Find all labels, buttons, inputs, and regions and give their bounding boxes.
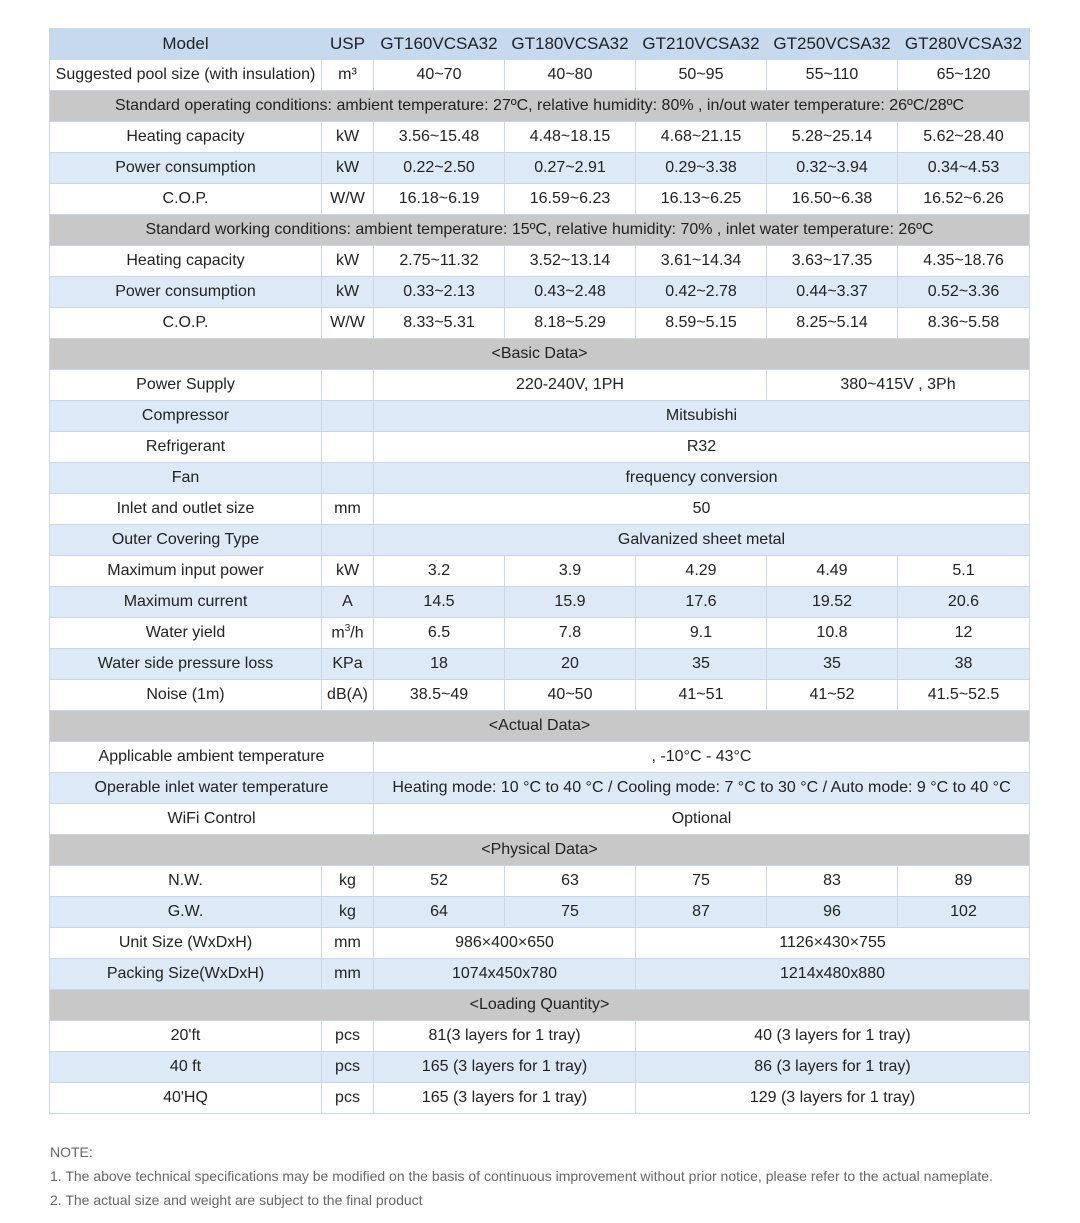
row-unit [322, 525, 374, 556]
table-row [50, 959, 1030, 990]
cell: 75 [505, 897, 636, 928]
cell: 38 [898, 649, 1030, 680]
table-row [50, 401, 1030, 432]
row-label: Operable inlet water temperature [50, 773, 374, 804]
row-unit [322, 618, 374, 649]
cell: 83 [767, 866, 898, 897]
row-label: 20'ft [50, 1021, 322, 1052]
table-row [50, 1021, 1030, 1052]
row-unit: W/W [322, 308, 374, 339]
table-row [50, 153, 1030, 184]
table-row [50, 246, 1030, 277]
section-row [50, 215, 1030, 246]
notes-line-2: 2. The actual size and weight are subject to the final product [50, 1192, 423, 1208]
cell: 0.52~3.36 [898, 277, 1030, 308]
cell: Optional [374, 804, 1030, 835]
cell: Galvanized sheet metal [374, 525, 1030, 556]
cell: frequency conversion [374, 463, 1030, 494]
header-model-3: GT210VCSA32 [636, 29, 767, 60]
row-label: G.W. [50, 897, 322, 928]
row-label: Noise (1m) [50, 680, 322, 711]
cell: 18 [374, 649, 505, 680]
row-label: Water yield [50, 618, 322, 649]
cell: 4.68~21.15 [636, 122, 767, 153]
cell: 9.1 [636, 618, 767, 649]
table-row [50, 60, 1030, 91]
table-row [50, 587, 1030, 618]
section-row [50, 990, 1030, 1021]
row-label: 40 ft [50, 1052, 322, 1083]
cell: 165 (3 layers for 1 tray) [374, 1052, 636, 1083]
table-row [50, 897, 1030, 928]
row-unit: kW [322, 277, 374, 308]
cell: 19.52 [767, 587, 898, 618]
row-label: WiFi Control [50, 804, 374, 835]
cell: 4.49 [767, 556, 898, 587]
row-unit: mm [322, 928, 374, 959]
table-row [50, 370, 1030, 401]
row-unit: mm [322, 959, 374, 990]
row-label: Compressor [50, 401, 322, 432]
section-row [50, 835, 1030, 866]
cell: 986×400×650 [374, 928, 636, 959]
cell: 0.43~2.48 [505, 277, 636, 308]
cell: 50~95 [636, 60, 767, 91]
table-row [50, 525, 1030, 556]
cell: 20 [505, 649, 636, 680]
cell: 17.6 [636, 587, 767, 618]
cell: 102 [898, 897, 1030, 928]
cell: 0.29~3.38 [636, 153, 767, 184]
cell: 41.5~52.5 [898, 680, 1030, 711]
cell: 87 [636, 897, 767, 928]
row-unit: kW [322, 246, 374, 277]
row-label: Water side pressure loss [50, 649, 322, 680]
section-title: <Actual Data> [50, 711, 1030, 742]
cell: 81(3 layers for 1 tray) [374, 1021, 636, 1052]
cell: 55~110 [767, 60, 898, 91]
cell: 40 (3 layers for 1 tray) [636, 1021, 1030, 1052]
cell: Mitsubishi [374, 401, 1030, 432]
cell: 5.1 [898, 556, 1030, 587]
unit-tail: /h [350, 624, 364, 642]
table-row [50, 463, 1030, 494]
cell: 0.33~2.13 [374, 277, 505, 308]
cell: 40~50 [505, 680, 636, 711]
header-usp: USP [322, 29, 374, 60]
row-unit: kW [322, 122, 374, 153]
row-label: C.O.P. [50, 184, 322, 215]
table-row [50, 184, 1030, 215]
unit-base: m [331, 624, 345, 642]
cell: 5.62~28.40 [898, 122, 1030, 153]
cell: 8.18~5.29 [505, 308, 636, 339]
cell: 3.9 [505, 556, 636, 587]
cell: 380~415V , 3Ph [767, 370, 1030, 401]
cell: 15.9 [505, 587, 636, 618]
row-label: Suggested pool size (with insulation) [50, 60, 322, 91]
header-model-1: GT160VCSA32 [374, 29, 505, 60]
cell: 40~70 [374, 60, 505, 91]
cell: 16.52~6.26 [898, 184, 1030, 215]
cell: 8.36~5.58 [898, 308, 1030, 339]
spec-table [49, 28, 1030, 1114]
table-row [50, 742, 1030, 773]
cell: 3.56~15.48 [374, 122, 505, 153]
row-label: Maximum current [50, 587, 322, 618]
row-unit: kW [322, 556, 374, 587]
row-unit: KPa [322, 649, 374, 680]
cell: 4.48~18.15 [505, 122, 636, 153]
section-title: Standard operating conditions: ambient temperature: 27ºC, relative humidity: 80% , in/out water temperature: 26ºC/28ºC [50, 91, 1030, 122]
row-unit: W/W [322, 184, 374, 215]
row-label: Power consumption [50, 277, 322, 308]
row-unit [322, 463, 374, 494]
cell: 1126×430×755 [636, 928, 1030, 959]
cell: 89 [898, 866, 1030, 897]
row-unit: pcs [322, 1021, 374, 1052]
cell: , -10°C - 43°C [374, 742, 1030, 773]
cell: 65~120 [898, 60, 1030, 91]
cell: 5.28~25.14 [767, 122, 898, 153]
table-row [50, 122, 1030, 153]
cell: 0.42~2.78 [636, 277, 767, 308]
table-row [50, 928, 1030, 959]
cell: 63 [505, 866, 636, 897]
table-row [50, 1083, 1030, 1114]
cell: 8.33~5.31 [374, 308, 505, 339]
cell: 3.52~13.14 [505, 246, 636, 277]
table-row [50, 649, 1030, 680]
table-row [50, 773, 1030, 804]
row-unit [322, 370, 374, 401]
header-model: Model [50, 29, 322, 60]
table-row [50, 277, 1030, 308]
notes-line-1: 1. The above technical specifications may be modified on the basis of continuous improvement without prior notice, please refer to the actual nameplate. [50, 1168, 993, 1184]
cell: 12 [898, 618, 1030, 649]
table-row [50, 308, 1030, 339]
row-label: C.O.P. [50, 308, 322, 339]
table-row [50, 556, 1030, 587]
header-model-2: GT180VCSA32 [505, 29, 636, 60]
row-label: Inlet and outlet size [50, 494, 322, 525]
cell: 129 (3 layers for 1 tray) [636, 1083, 1030, 1114]
row-unit: kg [322, 866, 374, 897]
cell: 3.2 [374, 556, 505, 587]
cell: 3.63~17.35 [767, 246, 898, 277]
row-label: Heating capacity [50, 122, 322, 153]
cell: 0.32~3.94 [767, 153, 898, 184]
cell: 41~51 [636, 680, 767, 711]
cell: 64 [374, 897, 505, 928]
notes [50, 1140, 993, 1212]
table-row [50, 680, 1030, 711]
cell: 16.18~6.19 [374, 184, 505, 215]
cell: 40~80 [505, 60, 636, 91]
cell: 0.27~2.91 [505, 153, 636, 184]
cell: 41~52 [767, 680, 898, 711]
section-title: <Physical Data> [50, 835, 1030, 866]
cell: 10.8 [767, 618, 898, 649]
section-title: <Basic Data> [50, 339, 1030, 370]
row-unit: kW [322, 153, 374, 184]
row-unit: kg [322, 897, 374, 928]
table-row [50, 494, 1030, 525]
cell: 0.22~2.50 [374, 153, 505, 184]
cell: 1074x450x780 [374, 959, 636, 990]
row-label: Applicable ambient temperature [50, 742, 374, 773]
cell: 2.75~11.32 [374, 246, 505, 277]
row-label: Refrigerant [50, 432, 322, 463]
cell: 35 [636, 649, 767, 680]
cell: 52 [374, 866, 505, 897]
cell: 3.61~14.34 [636, 246, 767, 277]
row-unit: A [322, 587, 374, 618]
cell: Heating mode: 10 °C to 40 °C / Cooling mode: 7 °C to 30 °C / Auto mode: 9 °C to 40 °C [374, 773, 1030, 804]
row-unit: pcs [322, 1083, 374, 1114]
cell: 16.50~6.38 [767, 184, 898, 215]
cell: 35 [767, 649, 898, 680]
section-title: Standard working conditions: ambient temperature: 15ºC, relative humidity: 70% , inlet water temperature: 26ºC [50, 215, 1030, 246]
row-unit: m³ [322, 60, 374, 91]
cell: 1214x480x880 [636, 959, 1030, 990]
cell: 14.5 [374, 587, 505, 618]
header-model-4: GT250VCSA32 [767, 29, 898, 60]
row-label: Maximum input power [50, 556, 322, 587]
cell: 8.25~5.14 [767, 308, 898, 339]
cell: 16.13~6.25 [636, 184, 767, 215]
cell: 86 (3 layers for 1 tray) [636, 1052, 1030, 1083]
row-label: Outer Covering Type [50, 525, 322, 556]
section-row [50, 91, 1030, 122]
table-row [50, 618, 1030, 649]
cell: 220-240V, 1PH [374, 370, 767, 401]
header-row [50, 29, 1030, 60]
header-model-5: GT280VCSA32 [898, 29, 1030, 60]
table-row [50, 866, 1030, 897]
row-label: Packing Size(WxDxH) [50, 959, 322, 990]
section-row [50, 711, 1030, 742]
cell: R32 [374, 432, 1030, 463]
cell: 75 [636, 866, 767, 897]
cell: 16.59~6.23 [505, 184, 636, 215]
unit-sup: 3 [344, 623, 351, 635]
row-label: Unit Size (WxDxH) [50, 928, 322, 959]
row-unit: pcs [322, 1052, 374, 1083]
cell: 4.35~18.76 [898, 246, 1030, 277]
row-unit: dB(A) [322, 680, 374, 711]
cell: 0.44~3.37 [767, 277, 898, 308]
cell: 165 (3 layers for 1 tray) [374, 1083, 636, 1114]
cell: 8.59~5.15 [636, 308, 767, 339]
cell: 20.6 [898, 587, 1030, 618]
row-unit: mm [322, 494, 374, 525]
row-label: N.W. [50, 866, 322, 897]
cell: 50 [374, 494, 1030, 525]
row-label: Heating capacity [50, 246, 322, 277]
row-label: Fan [50, 463, 322, 494]
cell: 0.34~4.53 [898, 153, 1030, 184]
row-unit [322, 401, 374, 432]
row-unit [322, 432, 374, 463]
row-label: 40'HQ [50, 1083, 322, 1114]
section-row [50, 339, 1030, 370]
notes-title: NOTE: [50, 1144, 93, 1160]
section-title: <Loading Quantity> [50, 990, 1030, 1021]
table-row [50, 804, 1030, 835]
cell: 4.29 [636, 556, 767, 587]
cell: 96 [767, 897, 898, 928]
cell: 7.8 [505, 618, 636, 649]
table-row [50, 1052, 1030, 1083]
row-label: Power consumption [50, 153, 322, 184]
row-label: Power Supply [50, 370, 322, 401]
table-row [50, 432, 1030, 463]
cell: 6.5 [374, 618, 505, 649]
cell: 38.5~49 [374, 680, 505, 711]
